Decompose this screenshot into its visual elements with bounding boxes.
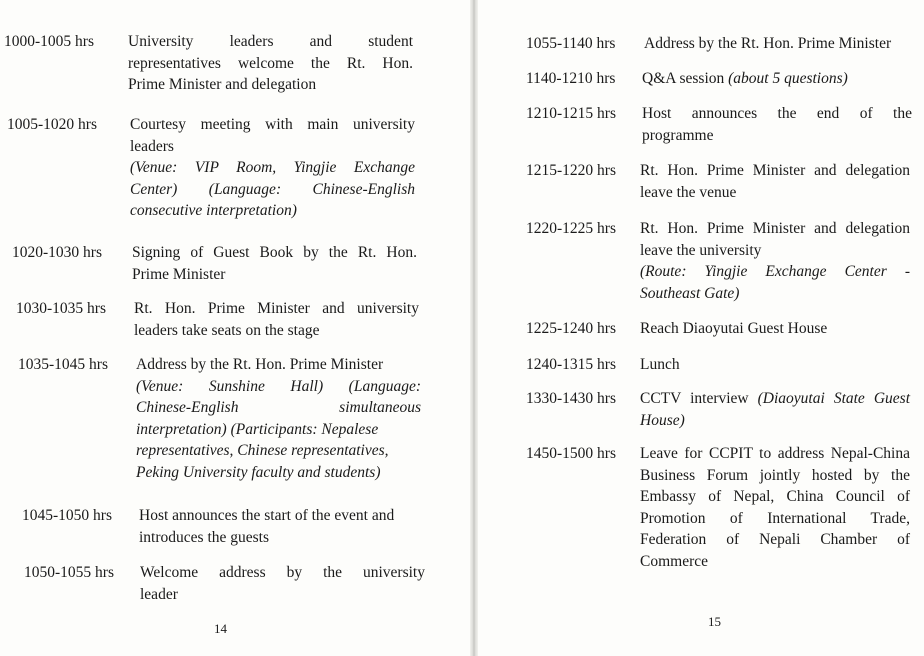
schedule-time: 1240-1315 hrs: [526, 356, 616, 373]
description-line: representatives welcome the Rt. Hon.: [128, 54, 413, 72]
schedule-time: 1055-1140 hrs: [526, 35, 616, 52]
description-line: University leaders and student: [128, 33, 413, 50]
schedule-description: [136, 354, 421, 483]
schedule-time: 1215-1220 hrs: [526, 162, 616, 179]
description-segment: (Diaoyutai State Guest: [757, 390, 910, 407]
description-line: Center) (Language: Chinese-English: [130, 180, 415, 198]
description-line: leave the university: [640, 241, 762, 259]
schedule-time: 1020-1030 hrs: [12, 244, 102, 261]
schedule-description: [642, 103, 912, 146]
description-line: House): [640, 411, 685, 429]
description-line: Signing of Guest Book by the Rt. Hon.: [132, 244, 417, 261]
description-line: Southeast Gate): [640, 284, 740, 302]
schedule-time: 1000-1005 hrs: [4, 33, 94, 50]
schedule-time: 1210-1215 hrs: [526, 105, 616, 122]
description-line: interpretation) (Participants: Nepalese: [136, 420, 379, 438]
schedule-time: 1030-1035 hrs: [16, 300, 106, 317]
schedule-description: [640, 388, 910, 431]
description-line: Courtesy meeting with main university: [130, 116, 415, 133]
description-line: consecutive interpretation): [130, 202, 297, 219]
description-line: representatives, Chinese representatives,: [136, 442, 389, 459]
schedule-time: 1140-1210 hrs: [526, 70, 616, 87]
description-line: leave the venue: [640, 183, 737, 201]
description-line: (Venue: VIP Room, Yingjie Exchange: [130, 159, 415, 176]
description-line: Federation of Nepali Chamber of: [640, 531, 910, 548]
description-line: Rt. Hon. Prime Minister and university: [134, 300, 419, 317]
description-line: (Route: Yingjie Exchange Center -: [640, 263, 910, 280]
description-segment: Q&A session: [642, 70, 729, 87]
schedule-description: [642, 68, 912, 90]
description-line: Business Forum jointly hosted by the: [640, 466, 910, 484]
schedule-description: [640, 354, 910, 376]
schedule-description: [640, 318, 910, 340]
description-line: Address by the Rt. Hon. Prime Minister: [136, 356, 384, 373]
description-line: Embassy of Nepal, China Council of: [640, 488, 910, 505]
schedule-time: 1225-1240 hrs: [526, 320, 616, 337]
schedule-time: 1005-1020 hrs: [7, 116, 97, 133]
description-line: Peking University faculty and students): [136, 463, 381, 481]
description-line: Leave for CCPIT to address Nepal-China: [640, 445, 910, 462]
description-line: [644, 33, 914, 55]
schedule-description: [640, 218, 910, 304]
schedule-description: [134, 298, 419, 341]
schedule-description: [139, 505, 424, 548]
description-line: [642, 68, 912, 90]
schedule-description: [132, 242, 417, 285]
schedule-time: 1450-1500 hrs: [526, 445, 616, 462]
schedule-description: [644, 33, 914, 55]
book-gutter: [470, 0, 478, 656]
description-line: programme: [642, 126, 714, 144]
description-segment: CCTV interview: [640, 390, 758, 407]
schedule-time: 1035-1045 hrs: [18, 356, 108, 373]
description-line: Host announces the start of the event and: [139, 507, 395, 524]
description-line: Reach Diaoyutai Guest House: [640, 320, 828, 337]
description-line: Prime Minister: [132, 265, 226, 283]
description-line: Promotion of International Trade,: [640, 509, 910, 527]
description-line: leader: [140, 585, 178, 603]
page-number: 15: [708, 614, 721, 629]
description-line: leaders take seats on the stage: [134, 321, 320, 339]
schedule-description: [140, 562, 425, 605]
description-line: Commerce: [640, 552, 709, 570]
schedule-time: 1330-1430 hrs: [526, 390, 616, 407]
page-number: 14: [214, 621, 227, 636]
right-page: [478, 0, 924, 656]
description-line: Welcome address by the university: [140, 564, 425, 581]
schedule-time: 1045-1050 hrs: [22, 507, 112, 524]
description-segment: Address by the Rt. Hon. Prime Minister: [644, 35, 892, 52]
schedule-description: [640, 443, 910, 572]
schedule-time: 1220-1225 hrs: [526, 220, 616, 237]
description-line: Rt. Hon. Prime Minister and delegation: [640, 162, 910, 179]
schedule-description: [128, 31, 413, 96]
description-line: Prime Minister and delegation: [128, 76, 317, 93]
description-line: Lunch: [640, 356, 680, 373]
description-line: [640, 388, 910, 410]
description-segment: (about 5 questions): [728, 70, 848, 87]
description-line: Rt. Hon. Prime Minister and delegation: [640, 220, 910, 237]
schedule-time: 1050-1055 hrs: [24, 564, 114, 581]
schedule-description: [640, 160, 910, 203]
description-line: (Venue: Sunshine Hall) (Language:: [136, 377, 421, 395]
schedule-description: [130, 114, 415, 222]
description-line: Host announces the end of the: [642, 105, 912, 122]
description-line: leaders: [130, 137, 174, 155]
description-line: introduces the guests: [139, 528, 270, 546]
description-line: Chinese-English simultaneous: [136, 399, 421, 416]
